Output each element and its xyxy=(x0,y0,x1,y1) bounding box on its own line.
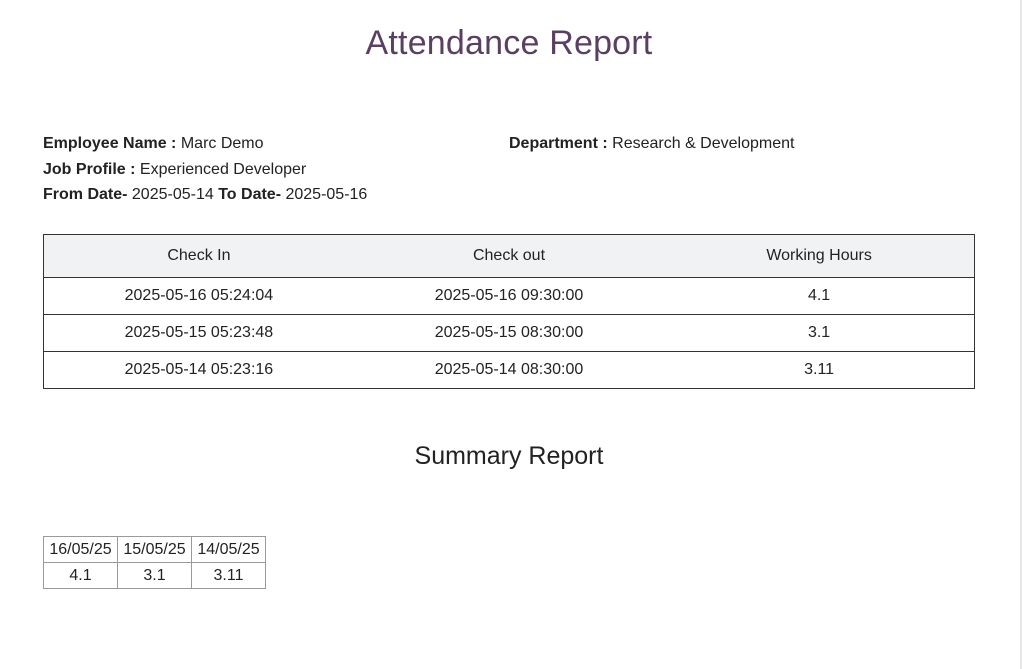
working-hours-cell: 3.11 xyxy=(664,352,974,389)
department-value: Research & Development xyxy=(612,135,795,152)
to-date-label: To Date- xyxy=(218,186,282,203)
table-row xyxy=(44,278,975,315)
summary-hours-cell: 3.11 xyxy=(192,563,266,589)
from-date-label: From Date- xyxy=(43,186,128,203)
working-hours-cell: 4.1 xyxy=(664,278,974,315)
employee-name-label: Employee Name : xyxy=(43,135,177,152)
summary-hours-cell: 4.1 xyxy=(44,563,118,589)
check-in-cell: 2025-05-14 05:23:16 xyxy=(44,352,354,389)
from-date-value: 2025-05-14 xyxy=(131,186,214,203)
summary-date-header: 15/05/25 xyxy=(118,537,192,563)
column-header-check-in: Check In xyxy=(44,235,354,278)
check-out-cell: 2025-05-15 08:30:00 xyxy=(354,315,664,352)
summary-value-row xyxy=(44,563,266,589)
job-profile-label: Job Profile : xyxy=(43,161,136,178)
attendance-table xyxy=(43,234,975,389)
attendance-header-row xyxy=(44,235,975,278)
job-profile-value: Experienced Developer xyxy=(139,161,307,178)
summary-hours-cell: 3.1 xyxy=(118,563,192,589)
to-date-value: 2025-05-16 xyxy=(285,186,368,203)
summary-date-header: 16/05/25 xyxy=(44,537,118,563)
check-in-cell: 2025-05-16 05:24:04 xyxy=(44,278,354,315)
column-header-working-hours: Working Hours xyxy=(664,235,974,278)
date-range-line xyxy=(43,185,367,205)
job-profile-line xyxy=(43,160,306,180)
summary-header-row xyxy=(44,537,266,563)
summary-table xyxy=(43,536,266,589)
department-line xyxy=(509,134,794,154)
working-hours-cell: 3.1 xyxy=(664,315,974,352)
check-in-cell: 2025-05-15 05:23:48 xyxy=(44,315,354,352)
column-header-check-out: Check out xyxy=(354,235,664,278)
check-out-cell: 2025-05-14 08:30:00 xyxy=(354,352,664,389)
summary-date-header: 14/05/25 xyxy=(192,537,266,563)
summary-title: Summary Report xyxy=(414,442,604,470)
table-row xyxy=(44,352,975,389)
employee-name-line xyxy=(43,134,264,154)
check-out-cell: 2025-05-16 09:30:00 xyxy=(354,278,664,315)
employee-name-value: Marc Demo xyxy=(180,135,264,152)
department-label: Department : xyxy=(509,135,608,152)
report-title: Attendance Report xyxy=(365,24,653,62)
table-row xyxy=(44,315,975,352)
